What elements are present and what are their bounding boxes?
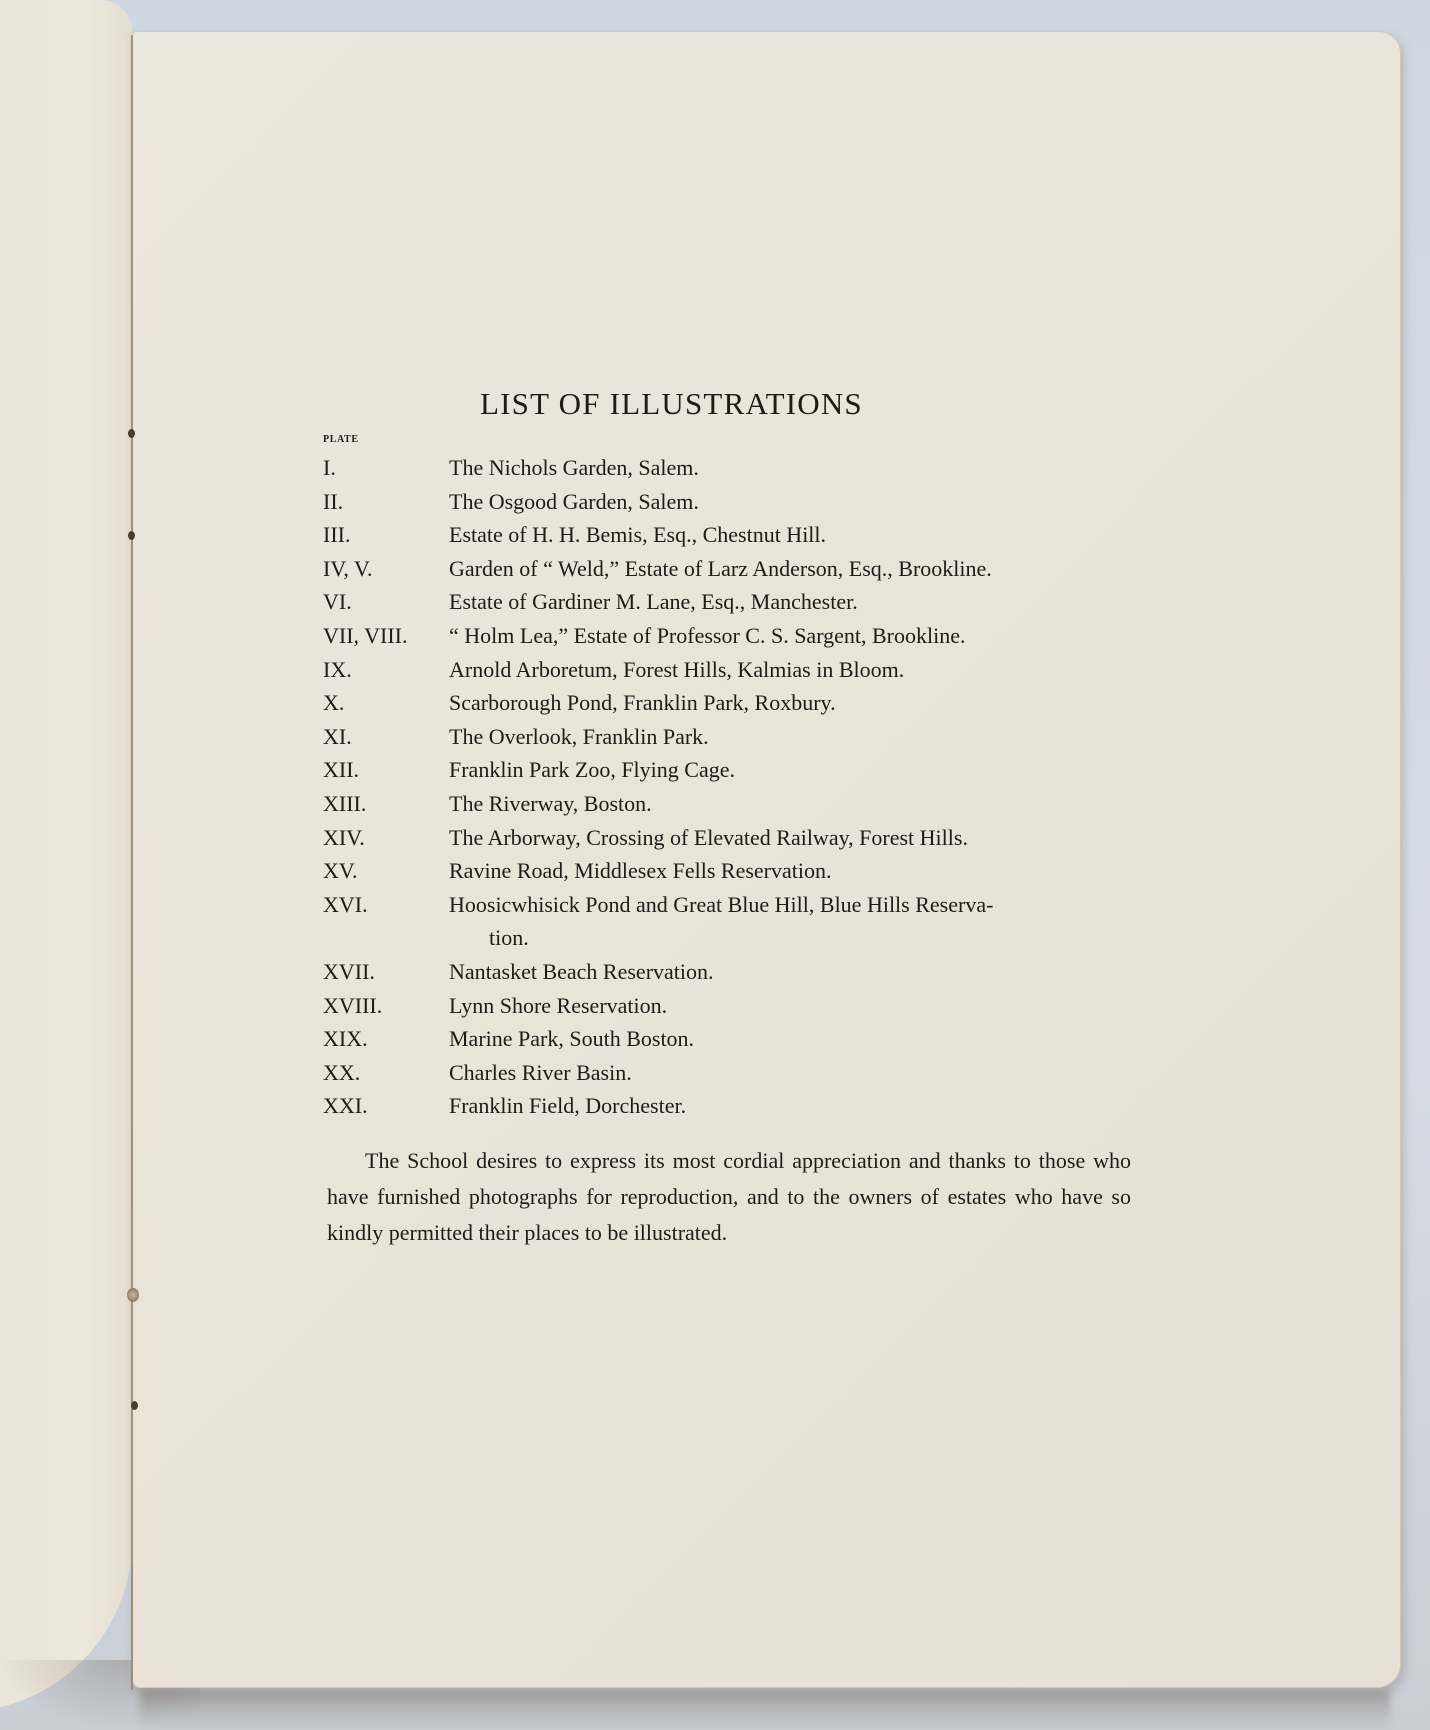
plate-description-text: “ Holm Lea,” Estate of Professor C. S. Sargent, Brookline. <box>449 622 966 648</box>
plate-list-item <box>323 854 1143 888</box>
plate-description <box>449 485 1129 519</box>
plate-list-item <box>323 753 1143 787</box>
plate-description-text: Franklin Field, Dorchester. <box>449 1093 687 1119</box>
plate-description <box>449 585 1129 619</box>
plate-number: VI. <box>323 589 352 615</box>
plate-description-text: Arnold Arboretum, Forest Hills, Kalmias in Bloom. <box>449 656 905 682</box>
plate-description-text: Charles River Basin. <box>449 1059 632 1085</box>
plate-description-text: The Osgood Garden, Salem. <box>449 488 699 514</box>
plate-description-text: Lynn Shore Reservation. <box>449 992 668 1018</box>
plate-description <box>449 653 1129 687</box>
plate-description <box>449 451 1129 485</box>
plate-number: XVI. <box>323 891 368 917</box>
plate-list-item <box>323 1022 1143 1056</box>
plate-number: XIII. <box>323 790 367 816</box>
plate-description-continuation: tion. <box>489 925 529 951</box>
plate-description <box>449 1089 1129 1123</box>
plate-list-item <box>323 686 1143 720</box>
plate-description-text: The Nichols Garden, Salem. <box>449 455 699 480</box>
plate-number: XXI. <box>323 1093 368 1119</box>
page-title: LIST OF ILLUSTRATIONS <box>480 386 863 421</box>
plate-description-text: Ravine Road, Middlesex Fells Reservation. <box>449 858 832 884</box>
plate-description-text: Hoosicwhisick Pond and Great Blue Hill, Blue Hills Reserva- <box>449 891 994 917</box>
plate-number: III. <box>323 522 351 548</box>
plate-list-item <box>323 888 1143 955</box>
plate-description <box>449 989 1129 1023</box>
plate-description <box>449 854 1129 888</box>
plate-description <box>449 720 1129 754</box>
plate-number: XV. <box>323 858 358 884</box>
plate-number: IX. <box>323 656 352 682</box>
plate-number: XVIII. <box>323 992 383 1018</box>
plate-description-text: Estate of Gardiner M. Lane, Esq., Manchester. <box>449 589 858 615</box>
plate-description <box>449 619 1129 653</box>
plate-description <box>449 552 1129 586</box>
plate-description <box>449 518 1129 552</box>
plate-description-text: The Riverway, Boston. <box>449 790 652 816</box>
plate-list-item <box>323 653 1143 687</box>
plate-number: II. <box>323 488 344 514</box>
plate-description <box>449 787 1129 821</box>
plate-list-item <box>323 955 1143 989</box>
plate-number: IV, V. <box>323 555 373 581</box>
plate-list-item <box>323 787 1143 821</box>
plate-list-item <box>323 1089 1143 1123</box>
plate-description-text: Garden of “ Weld,” Estate of Larz Anderson, Esq., Brookline. <box>449 555 992 581</box>
plate-number: I. <box>323 455 336 480</box>
plate-description <box>449 955 1129 989</box>
plate-column-heading: PLATE <box>323 434 359 445</box>
plate-description-text: Marine Park, South Boston. <box>449 1026 695 1052</box>
plate-description-text: Nantasket Beach Reservation. <box>449 958 714 984</box>
plate-description-text: Franklin Park Zoo, Flying Cage. <box>449 757 735 783</box>
plate-list-item <box>323 485 1143 519</box>
plate-description <box>449 753 1129 787</box>
plate-description-text: Estate of H. H. Bemis, Esq., Chestnut Hill. <box>449 522 827 548</box>
plate-description-text: The Arborway, Crossing of Elevated Railway, Forest Hills. <box>449 824 968 850</box>
illustrations-list <box>323 451 1143 1123</box>
plate-number: XX. <box>323 1059 361 1085</box>
plate-list-item <box>323 1056 1143 1090</box>
plate-description <box>449 1022 1129 1056</box>
plate-description <box>449 686 1129 720</box>
plate-number: VII, VIII. <box>323 622 408 648</box>
plate-description-text: The Overlook, Franklin Park. <box>449 723 709 749</box>
plate-list-item <box>323 518 1143 552</box>
plate-number: XVII. <box>323 958 375 984</box>
plate-description <box>449 821 1129 855</box>
plate-number: XII. <box>323 757 360 783</box>
plate-number: XI. <box>323 723 352 749</box>
plate-list-item <box>323 585 1143 619</box>
plate-list-item <box>323 552 1143 586</box>
plate-description <box>449 888 1129 955</box>
plate-list-item <box>323 451 1143 485</box>
plate-number: X. <box>323 690 345 716</box>
plate-list-item <box>323 821 1143 855</box>
plate-list-item <box>323 720 1143 754</box>
plate-number: XIV. <box>323 824 365 850</box>
plate-list-item <box>323 619 1143 653</box>
plate-list-item <box>323 989 1143 1023</box>
plate-description <box>449 1056 1129 1090</box>
acknowledgement-paragraph: The School desires to express its most cordial appreciation and thanks to those who have furnished photographs for reproduction, and to the owners of estates who have so kindly permitted their places to be illustrated. <box>327 1148 1131 1245</box>
plate-description-text: Scarborough Pond, Franklin Park, Roxbury. <box>449 690 836 716</box>
plate-number: XIX. <box>323 1026 368 1052</box>
